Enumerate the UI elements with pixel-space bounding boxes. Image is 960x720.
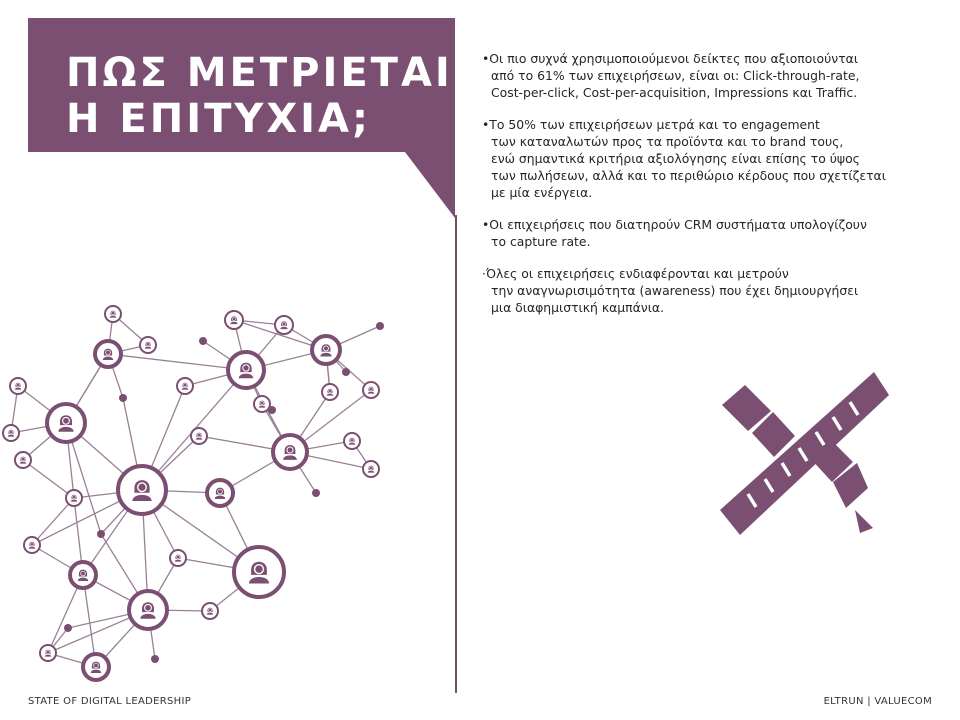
bullet-line: των καταναλωτών προς τα προϊόντα και το brand τους, — [491, 134, 844, 149]
footer-left: STATE OF DIGITAL LEADERSHIP — [28, 696, 192, 707]
bullet-line: Cost-per-click, Cost-per-acquisition, Impressions και Traffic. — [491, 85, 858, 100]
bullet-line: με μία ενέργεια. — [491, 185, 593, 200]
bullet-line: •Οι πιο συχνά χρησιμοποιούμενοι δείκτες που αξιοποιούνται — [482, 51, 859, 66]
bullet-line: την αναγνωρισιμότητα (awareness) που έχει δημιουργήσει — [491, 283, 859, 298]
bullet-line: •Το 50% των επιχειρήσεων μετρά και το engagement — [482, 117, 820, 132]
bullet-line: το capture rate. — [491, 234, 591, 249]
bullet-line: ενώ σημαντικά κριτήρια αξιολόγησης είναι επίσης το ύψος — [491, 151, 860, 166]
bullet-line: ·Όλες οι επιχειρήσεις ενδιαφέρονται και μετρούν — [482, 266, 789, 281]
footer-right: ELTRUN | VALUECOM — [823, 696, 932, 707]
bullet-line: από το 61% των επιχειρήσεων, είναι οι: Click-through-rate, — [491, 68, 860, 83]
bullet-line: των πωλήσεων, αλλά και το περιθώριο κέρδους που σχετίζεται — [491, 168, 886, 183]
bullet-line: •Οι επιχειρήσεις που διατηρούν CRM συστήματα υπολογίζουν — [482, 217, 867, 232]
title-line-2: Η ΕΠΙΤΥΧΙΑ; — [66, 96, 372, 142]
bullet-line: μια διαφημιστική καμπάνια. — [491, 300, 665, 315]
title-line-1: ΠΩΣ ΜΕΤΡΙΕΤΑΙ — [66, 50, 453, 96]
